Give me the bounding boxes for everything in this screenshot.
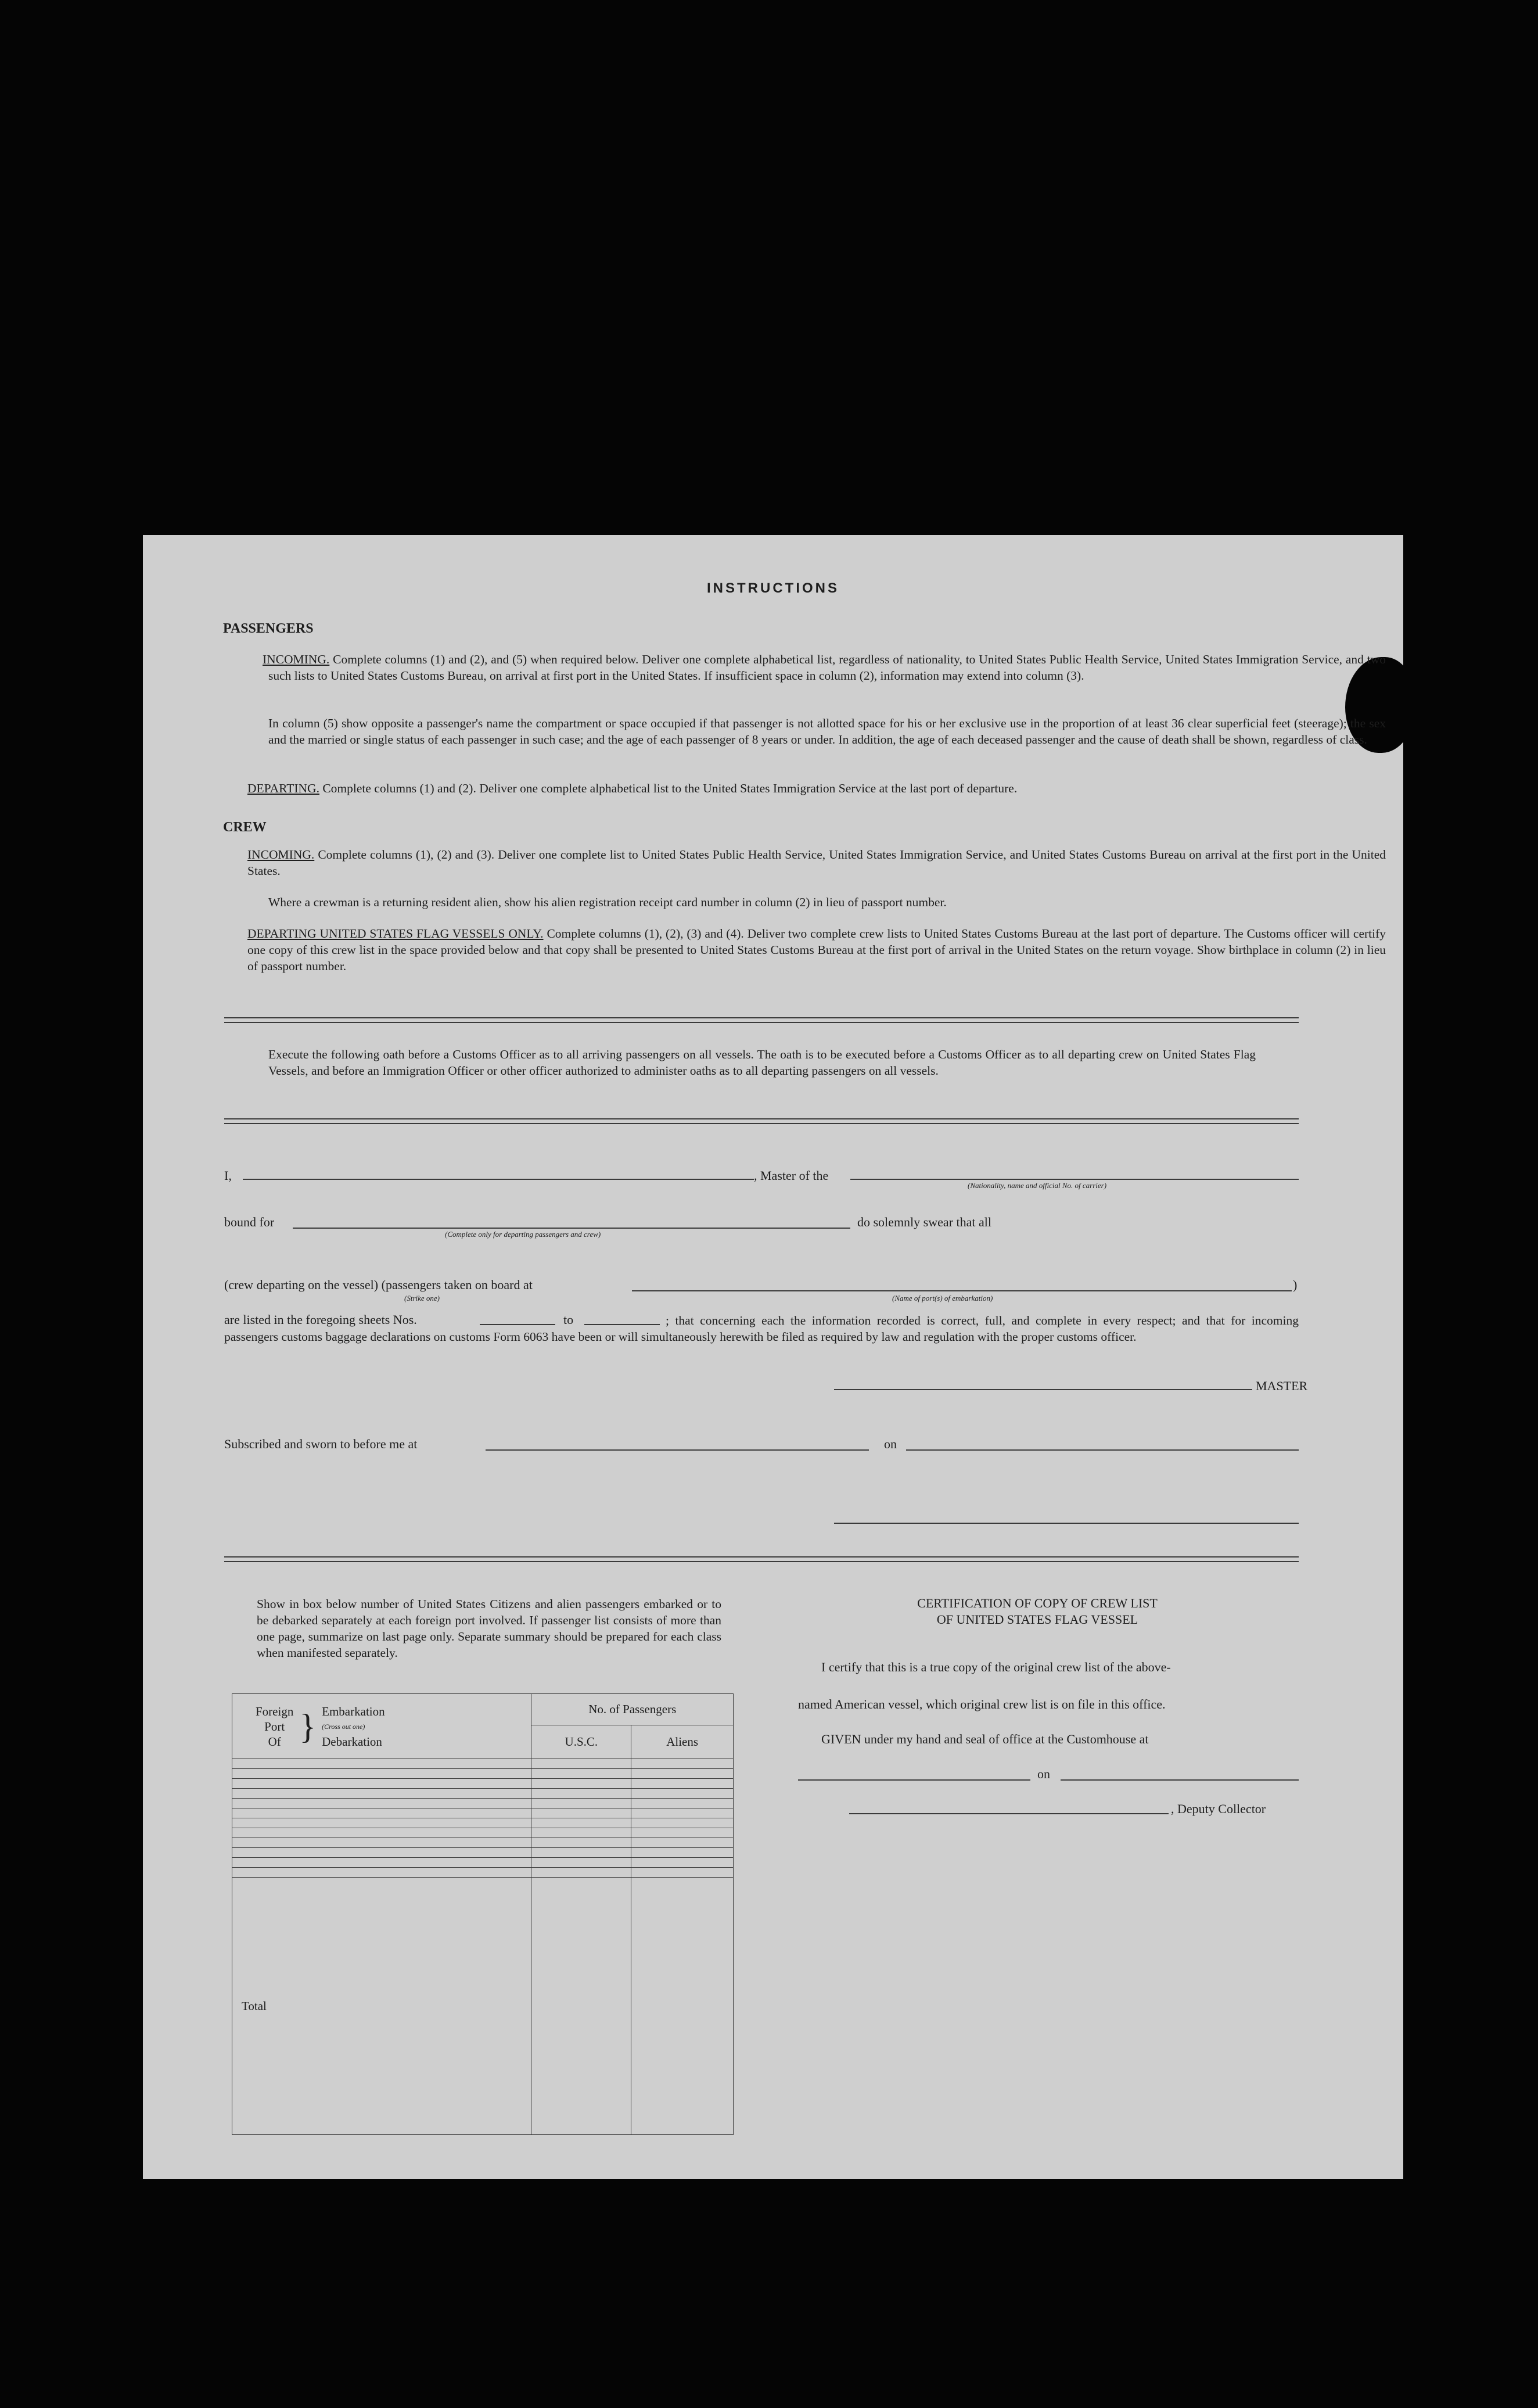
deputy-collector-label: , Deputy Collector [1171, 1801, 1266, 1816]
port-header [232, 1694, 531, 1759]
given-text: GIVEN under my hand and seal of office at the Customhouse at [821, 1732, 1149, 1746]
sworn-on-label: on [884, 1437, 897, 1451]
table-row[interactable] [232, 1858, 734, 1868]
table-row[interactable] [232, 1818, 734, 1828]
cert-date-line[interactable] [1061, 1779, 1299, 1781]
table-row[interactable] [232, 1779, 734, 1789]
embarkation-ports-line[interactable] [632, 1290, 1292, 1291]
table-row[interactable] [232, 1828, 734, 1838]
sworn-place-line[interactable] [486, 1449, 869, 1451]
crew-incoming-text: Complete columns (1), (2) and (3). Deliver one complete list to United States Public Health Service, United States Immigration Service, and United States Customs Bureau on arrival at the first port in the United States. [247, 848, 1386, 878]
certify-line-2: named American vessel, which original crew list is on file in this office. [798, 1697, 1166, 1711]
passengers-departing-label: DEPARTING. [247, 781, 319, 795]
master-signature-line[interactable] [834, 1389, 1252, 1390]
passengers-incoming [247, 651, 1386, 684]
crew-heading: CREW [223, 820, 267, 835]
total-label: Total [232, 1878, 531, 2135]
certification-heading-1: CERTIFICATION OF COPY OF CREW LIST [917, 1596, 1158, 1610]
table-row[interactable] [232, 1769, 734, 1779]
table-row[interactable] [232, 1838, 734, 1848]
port-label: Port [264, 1719, 285, 1734]
deputy-signature-line[interactable] [849, 1813, 1169, 1814]
crew-incoming-label: INCOMING. [247, 848, 315, 862]
passengers-column5: In column (5) show opposite a passenger's name the compartment or space occupied if that passenger is not allotted space for his or her exclusive use in the proportion of at least 36 clear superficial feet (steerage); the sex and the married or single status of each passenger in such case; and the age of each passenger of 8 years or under. In addition, the age of each deceased passenger and the cause of death shall be shown, regardless of class. [268, 716, 1386, 747]
oath-master-of: , Master of the [754, 1168, 829, 1183]
oath-close-paren: ) [1293, 1277, 1298, 1292]
table-row[interactable] [232, 1808, 734, 1818]
oath-divider [224, 1118, 1299, 1124]
oath-listed-to: to [563, 1312, 574, 1327]
passengers-incoming-label: INCOMING. [263, 652, 330, 666]
page-title: INSTRUCTIONS [707, 580, 839, 596]
table-row[interactable] [232, 1759, 734, 1769]
oath-bound-for: bound for [224, 1215, 275, 1229]
officer-signature-line[interactable] [834, 1523, 1299, 1524]
crew-returning: Where a crewman is a returning resident alien, show his alien registration receipt card number in column (2) in lieu of passport number. [268, 895, 947, 909]
ports-caption: (Name of port(s) of embarkation) [892, 1294, 993, 1302]
cross-out-label: (Cross out one) [322, 1722, 365, 1731]
sworn-date-line[interactable] [906, 1449, 1299, 1451]
table-row[interactable] [232, 1799, 734, 1808]
passengers-heading: PASSENGERS [223, 621, 314, 636]
table-row[interactable] [232, 1789, 734, 1799]
foreign-label: Foreign [256, 1704, 294, 1718]
passengers-departing [247, 780, 1386, 796]
master-name-line[interactable] [243, 1179, 754, 1180]
crew-departing-text: Complete columns (1), (2), (3) and (4). Deliver two complete crew lists to United States Customs Bureau at the last port of departure. The Customs officer will certify one copy of this crew list in the space provided below and that copy shall be presented to United States Customs Bureau at the first port of arrival in the United States on the return voyage. Show birthplace in column (2) in lieu of passport number. [247, 927, 1386, 973]
usc-header: U.S.C. [531, 1725, 631, 1759]
oath-swear: do solemnly swear that all [857, 1215, 991, 1229]
oath-i-label: I, [224, 1168, 232, 1183]
of-label: Of [268, 1734, 281, 1749]
summary-intro: Show in box below number of United States Citizens and alien passengers embarked or to be debarked separately at each foreign port involved. If passenger list consists of more than one page, summarize on last page only. Separate summary should be prepared for each class when manifested separately. [257, 1597, 721, 1660]
carrier-caption: (Nationality, name and official No. of carrier) [968, 1181, 1107, 1190]
table-row[interactable] [232, 1848, 734, 1858]
bound-caption: (Complete only for departing passengers and crew) [445, 1230, 601, 1239]
cert-on-label: on [1037, 1767, 1050, 1781]
bound-for-line[interactable] [293, 1228, 850, 1229]
debarkation-label: Debarkation [322, 1734, 382, 1749]
master-label: MASTER [1256, 1379, 1308, 1393]
summary-divider [224, 1556, 1299, 1562]
passengers-departing-text: Complete columns (1) and (2). Deliver one complete alphabetical list to the United States Immigration Service at the last port of departure. [322, 781, 1018, 795]
subscribed-label: Subscribed and sworn to before me at [224, 1437, 418, 1451]
crew-incoming [247, 846, 1386, 879]
brace-glyph: } [299, 1707, 317, 1746]
section-divider [224, 1017, 1299, 1023]
customhouse-line[interactable] [798, 1779, 1030, 1781]
aliens-header: Aliens [631, 1725, 734, 1759]
oath-listed-b: ; that concerning each the information recorded is correct, full, and complete in every respect; and that for incoming passengers customs baggage declarations on customs Form 6063 have been or will simultaneously herewith be filed as required by law and regulation with the proper customs officer. [224, 1314, 1299, 1344]
certification-heading-2: OF UNITED STATES FLAG VESSEL [936, 1612, 1138, 1627]
table-row[interactable] [232, 1868, 734, 1878]
strike-caption: (Strike one) [404, 1294, 440, 1302]
carrier-line[interactable] [850, 1179, 1299, 1180]
crew-departing [247, 925, 1386, 974]
oath-crew-passengers: (crew departing on the vessel) (passengers taken on board at [224, 1277, 533, 1292]
crew-departing-label: DEPARTING UNITED STATES FLAG VESSELS ONLY. [247, 927, 544, 941]
total-row[interactable] [232, 1878, 734, 2135]
oath-listed-a: are listed in the foregoing sheets Nos. [224, 1312, 417, 1327]
embarkation-label: Embarkation [322, 1704, 385, 1718]
passenger-summary-table [232, 1693, 734, 2135]
oath-intro: Execute the following oath before a Customs Officer as to all arriving passengers on all vessels. The oath is to be executed before a Customs Officer as to all departing crew on United States Flag Vessels, and before an Immigration Officer or other officer authorized to administer oaths as to all departing passengers on all vessels. [268, 1047, 1256, 1078]
passengers-incoming-text: Complete columns (1) and (2), and (5) when required below. Deliver one complete alphabetical list, regardless of nationality, to United States Public Health Service, United States Immigration Service, and two such lists to United States Customs Bureau, on arrival at first port in the United States. If insufficient space in column (2), information may extend into column (3). [268, 652, 1386, 683]
document-sheet [143, 535, 1403, 2179]
no-of-passengers-header: No. of Passengers [531, 1694, 734, 1725]
certify-line-1: I certify that this is a true copy of the original crew list of the above- [821, 1660, 1171, 1674]
